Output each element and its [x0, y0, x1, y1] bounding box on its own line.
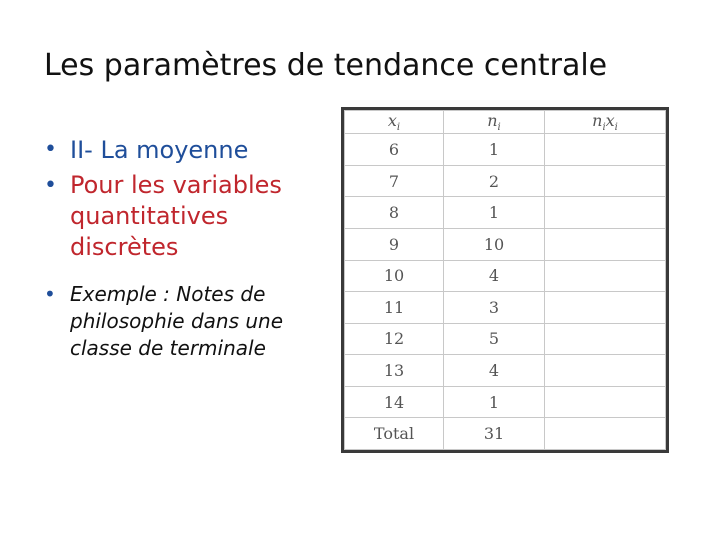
- table-row: [345, 323, 666, 355]
- header-ni: $n_i$: [444, 111, 545, 134]
- bullet-dot-icon: •: [44, 137, 57, 162]
- bullet-list: [42, 134, 332, 362]
- table-cell-n: 1: [444, 134, 545, 166]
- table-row: [345, 165, 666, 197]
- bullet-dot-icon: •: [44, 173, 57, 198]
- bullet-item: [42, 170, 332, 263]
- table-cell-n: 4: [444, 355, 545, 387]
- table-cell-nx: [545, 386, 666, 418]
- data-table-frame: [341, 107, 669, 453]
- table-cell-x: Total: [345, 418, 444, 450]
- table-row: [345, 228, 666, 260]
- bullet-item: [42, 134, 332, 166]
- table-cell-nx: [545, 165, 666, 197]
- table-cell-n: 31: [444, 418, 545, 450]
- table-cell-n: 2: [444, 165, 545, 197]
- table-row: [345, 134, 666, 166]
- table-row: [345, 355, 666, 387]
- bullet-text: Pour les variables quantitatives discrètes: [70, 171, 282, 261]
- table-cell-x: 12: [345, 323, 444, 355]
- table-row: [345, 386, 666, 418]
- table-cell-nx: [545, 260, 666, 292]
- table-cell-n: 4: [444, 260, 545, 292]
- bullet-text: Exemple : Notes de philosophie dans une classe de terminale: [70, 282, 284, 360]
- table-header-row: [345, 111, 666, 134]
- table-cell-x: 11: [345, 292, 444, 324]
- table-cell-n: 1: [444, 197, 545, 229]
- table-cell-nx: [545, 323, 666, 355]
- table-cell-x: 13: [345, 355, 444, 387]
- table-row: [345, 260, 666, 292]
- table-cell-nx: [545, 228, 666, 260]
- table-cell-x: 9: [345, 228, 444, 260]
- table-row: [345, 418, 666, 450]
- table-cell-n: 5: [444, 323, 545, 355]
- table-cell-x: 7: [345, 165, 444, 197]
- data-table: [344, 110, 666, 450]
- table-row: [345, 292, 666, 324]
- header-xi: $x_i$: [345, 111, 444, 134]
- table-cell-nx: [545, 134, 666, 166]
- table-cell-n: 10: [444, 228, 545, 260]
- table-cell-x: 8: [345, 197, 444, 229]
- table-cell-x: 6: [345, 134, 444, 166]
- table-cell-x: 10: [345, 260, 444, 292]
- table-cell-nx: [545, 292, 666, 324]
- table-cell-nx: [545, 197, 666, 229]
- table-cell-nx: [545, 418, 666, 450]
- bullet-item: [42, 281, 332, 362]
- header-nixi: $n_ix_i$: [545, 111, 666, 134]
- slide-title: Les paramètres de tendance centrale: [44, 48, 608, 83]
- bullet-dot-icon: •: [44, 282, 56, 306]
- table-row: [345, 197, 666, 229]
- table-cell-nx: [545, 355, 666, 387]
- table-cell-x: 14: [345, 386, 444, 418]
- bullet-text: II- La moyenne: [70, 136, 249, 164]
- table-cell-n: 3: [444, 292, 545, 324]
- table-cell-n: 1: [444, 386, 545, 418]
